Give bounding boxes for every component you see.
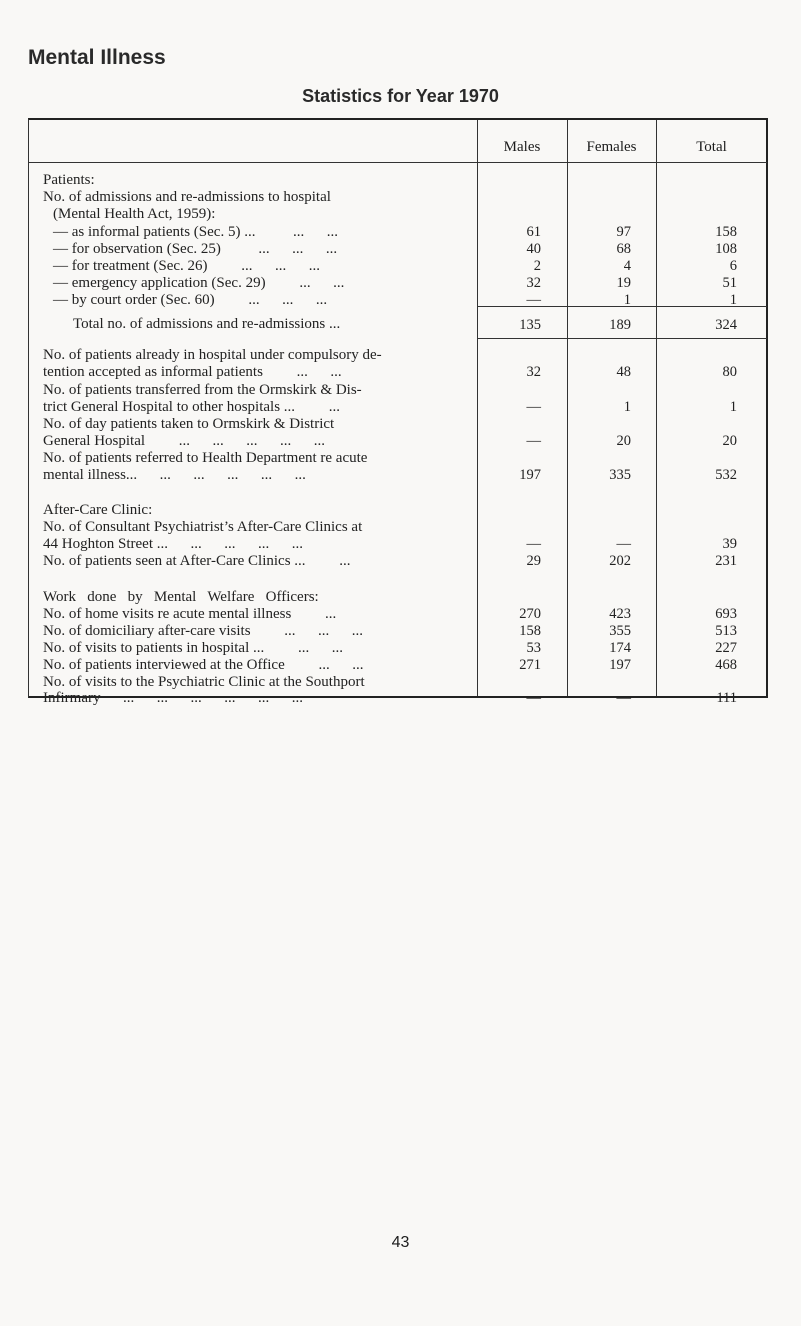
cell-males: 61 [526, 224, 541, 240]
header-rule [29, 162, 767, 163]
cell-total: 1 [729, 292, 737, 308]
cell-males: — [526, 433, 541, 449]
row-label: No. of patients referred to Health Department re acute [43, 450, 368, 466]
cell-males: 270 [519, 606, 541, 622]
cell-total: 1 [729, 399, 737, 415]
column-header-females: Females [586, 139, 637, 155]
row-label: No. of domiciliary after-care visits ... ... ... [43, 623, 364, 639]
cell-total: 108 [715, 241, 737, 257]
cell-females: 197 [609, 657, 631, 673]
cell-females: 189 [609, 317, 631, 333]
cell-males: — [526, 399, 541, 415]
cell-total: 20 [722, 433, 737, 449]
cell-total: 51 [722, 275, 737, 291]
cell-females: 48 [616, 364, 631, 380]
cell-total: 532 [715, 467, 737, 483]
table-title: Statistics for Year 1970 [302, 86, 499, 106]
row-label: General Hospital ... ... ... ... ... [43, 433, 326, 449]
row-label: — for treatment (Sec. 26) ... ... ... [53, 258, 321, 274]
row-label: No. of home visits re acute mental illness ... [43, 606, 337, 622]
row-label: No. of patients transferred from the Ormskirk & Dis- [43, 382, 362, 398]
cell-total: 111 [716, 690, 737, 706]
row-label: trict General Hospital to other hospitals ... ... [43, 399, 341, 415]
cell-females: 355 [609, 623, 631, 639]
cell-females: 1 [623, 292, 631, 308]
cell-total: 324 [715, 317, 737, 333]
cell-females: — [616, 536, 631, 552]
cell-males: 197 [519, 467, 541, 483]
row-label: No. of visits to the Psychiatric Clinic at the Southport [43, 674, 365, 690]
cell-males: — [526, 292, 541, 308]
total-row-label: Total no. of admissions and re-admissions ... [73, 316, 341, 332]
cell-males: — [526, 536, 541, 552]
section-heading: Mental Illness [28, 46, 166, 69]
row-label: No. of patients seen at After-Care Clinics ... ... [43, 553, 351, 569]
cell-females: 335 [609, 467, 631, 483]
section-label: Work done by Mental Welfare Officers: [43, 589, 319, 605]
cell-females: 174 [609, 640, 631, 656]
row-label: mental illness... ... ... ... ... ... [43, 467, 306, 483]
row-label: — by court order (Sec. 60) ... ... ... [53, 292, 328, 308]
section-label: Patients: [43, 172, 95, 188]
cell-total: 513 [715, 623, 737, 639]
section-label: After-Care Clinic: [43, 502, 153, 518]
cell-females: 19 [616, 275, 631, 291]
cell-females: 20 [616, 433, 631, 449]
row-label: — emergency application (Sec. 29) ... ... [53, 275, 345, 291]
cell-total: 227 [715, 640, 737, 656]
cell-females: 1 [623, 399, 631, 415]
row-label: (Mental Health Act, 1959): [53, 206, 216, 222]
cell-females: 202 [609, 553, 631, 569]
row-label: No. of patients already in hospital under compulsory de- [43, 347, 382, 363]
column-header-males: Males [503, 139, 541, 155]
cell-females: 4 [623, 258, 631, 274]
row-label: — for observation (Sec. 25) ... ... ... [53, 241, 338, 257]
cell-males: — [526, 690, 541, 706]
cell-males: 135 [519, 317, 541, 333]
cell-total: 231 [715, 553, 737, 569]
cell-males: 158 [519, 623, 541, 639]
cell-females: — [616, 690, 631, 706]
subtotal-rule-bottom [477, 338, 767, 339]
row-label: — as informal patients (Sec. 5) ... ... ... [53, 224, 338, 240]
cell-males: 29 [526, 553, 541, 569]
row-label: No. of patients interviewed at the Office ... ... [43, 657, 364, 673]
cell-males: 32 [526, 364, 541, 380]
cell-males: 271 [519, 657, 541, 673]
cell-males: 40 [526, 241, 541, 257]
row-label: No. of Consultant Psychiatrist’s After-Care Clinics at [43, 519, 363, 535]
cell-total: 39 [722, 536, 737, 552]
row-label: No. of day patients taken to Ormskirk & District [43, 416, 335, 432]
row-label: Infirmary ... ... ... ... ... ... [43, 690, 303, 706]
cell-males: 2 [533, 258, 541, 274]
cell-total: 158 [715, 224, 737, 240]
page-number: 43 [391, 1234, 410, 1251]
cell-total: 80 [722, 364, 737, 380]
column-header-total: Total [696, 139, 727, 155]
row-label: No. of visits to patients in hospital ... ... ... [43, 640, 343, 656]
cell-females: 97 [616, 224, 631, 240]
cell-total: 468 [715, 657, 737, 673]
cell-males: 32 [526, 275, 541, 291]
cell-total: 6 [729, 258, 737, 274]
row-label: 44 Hoghton Street ... ... ... ... ... [43, 536, 303, 552]
cell-total: 693 [715, 606, 737, 622]
row-label: No. of admissions and re-admissions to hospital [43, 189, 331, 205]
statistics-table [28, 118, 768, 706]
cell-females: 423 [609, 606, 631, 622]
row-label: tention accepted as informal patients ... ... [43, 364, 342, 380]
cell-females: 68 [616, 241, 631, 257]
cell-males: 53 [526, 640, 541, 656]
